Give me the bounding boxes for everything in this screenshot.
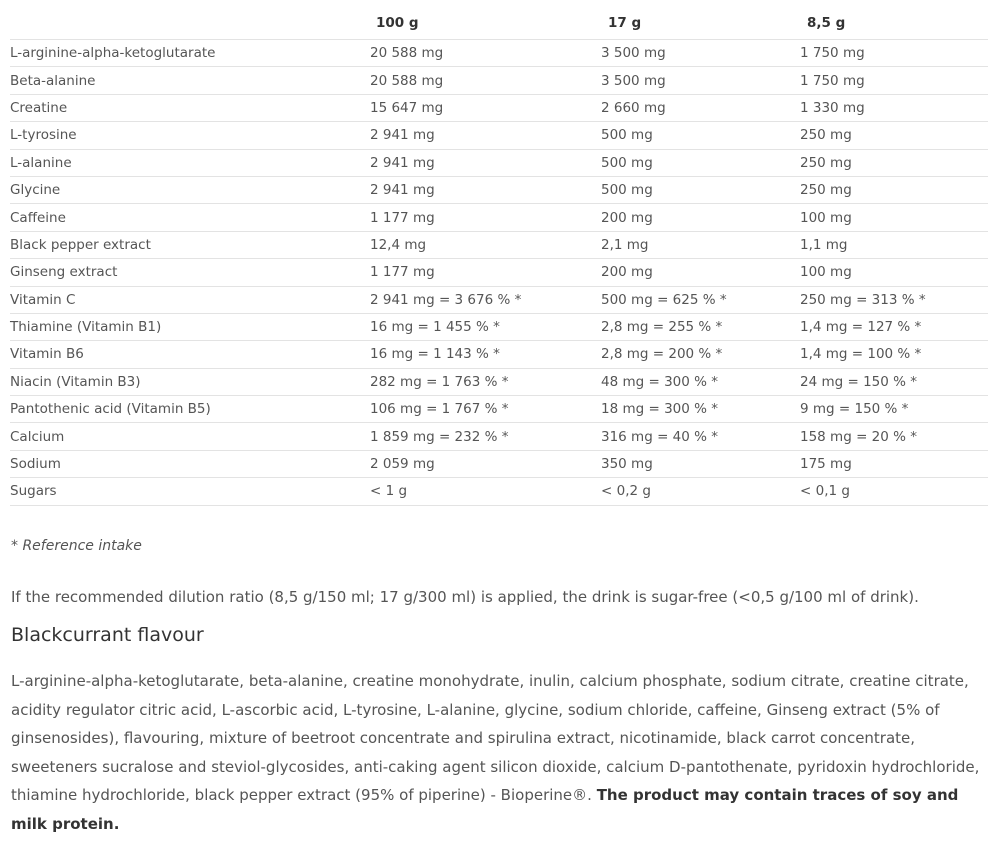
table-row [10, 423, 988, 450]
cell-per-17g: 2 660 mg [601, 94, 800, 121]
table-row [10, 259, 988, 286]
cell-ingredient: Vitamin B6 [10, 341, 370, 368]
nutrition-table [10, 6, 988, 506]
cell-per-17g: 200 mg [601, 204, 800, 231]
cell-per-8-5g: 1,4 mg = 100 % * [800, 341, 988, 368]
cell-per-100g: 1 177 mg [370, 259, 601, 286]
cell-ingredient: Calcium [10, 423, 370, 450]
cell-per-17g: 2,8 mg = 255 % * [601, 313, 800, 340]
table-row [10, 122, 988, 149]
table-row [10, 176, 988, 203]
cell-ingredient: Black pepper extract [10, 231, 370, 258]
table-row [10, 478, 988, 505]
cell-per-17g: 3 500 mg [601, 40, 800, 67]
ingredients-text: L-arginine-alpha-ketoglutarate, beta-alanine, creatine monohydrate, inulin, calcium phosphate, sodium citrate, creatine citrate, acidity regulator citric acid, L-ascorbic acid, L-tyrosine, L-alanine, glycine, sodium chloride, caffeine, Ginseng extract (5% of ginsenosides), flavouring, mixture of beetroot concentrate and spirulina extract, nicotinamide, black carrot concentrate, sweeteners sucralose and steviol-glycosides, anti-caking agent silicon dioxide, calcium D-pantothenate, pyridoxin hydrochloride, thiamine hydrochloride, black pepper extract (95% of piperine) - Bioperine®. [11, 672, 980, 804]
header-17g: 17 g [601, 6, 800, 40]
table-row [10, 313, 988, 340]
cell-per-100g: 20 588 mg [370, 67, 601, 94]
cell-per-8-5g: 1,1 mg [800, 231, 988, 258]
table-row [10, 450, 988, 477]
cell-per-100g: 12,4 mg [370, 231, 601, 258]
cell-per-8-5g: 100 mg [800, 259, 988, 286]
cell-ingredient: L-tyrosine [10, 122, 370, 149]
cell-ingredient: Ginseng extract [10, 259, 370, 286]
cell-ingredient: Creatine [10, 94, 370, 121]
cell-per-8-5g: 250 mg [800, 149, 988, 176]
cell-per-17g: 500 mg = 625 % * [601, 286, 800, 313]
cell-per-17g: 500 mg [601, 149, 800, 176]
cell-ingredient: Sugars [10, 478, 370, 505]
cell-per-17g: < 0,2 g [601, 478, 800, 505]
cell-per-17g: 2,8 mg = 200 % * [601, 341, 800, 368]
cell-per-17g: 316 mg = 40 % * [601, 423, 800, 450]
table-row [10, 396, 988, 423]
header-ingredient [10, 6, 370, 40]
cell-per-17g: 500 mg [601, 122, 800, 149]
flavour-heading: Blackcurrant flavour [11, 624, 204, 646]
header-8-5g: 8,5 g [800, 6, 988, 40]
dilution-text: If the recommended dilution ratio (8,5 g/150 ml; 17 g/300 ml) is applied, the drink is sugar-free (<0,5 g/100 ml of drink). [11, 588, 919, 606]
cell-per-8-5g: 1 750 mg [800, 67, 988, 94]
table-row [10, 149, 988, 176]
cell-per-100g: 20 588 mg [370, 40, 601, 67]
cell-per-100g: 2 941 mg = 3 676 % * [370, 286, 601, 313]
table-row [10, 204, 988, 231]
cell-per-8-5g: 1 750 mg [800, 40, 988, 67]
reference-intake-note: * Reference intake [11, 538, 142, 554]
cell-per-100g: 16 mg = 1 455 % * [370, 313, 601, 340]
cell-per-8-5g: 250 mg [800, 176, 988, 203]
cell-per-17g: 200 mg [601, 259, 800, 286]
cell-per-17g: 2,1 mg [601, 231, 800, 258]
cell-per-8-5g: 250 mg [800, 122, 988, 149]
cell-ingredient: Glycine [10, 176, 370, 203]
cell-per-100g: 16 mg = 1 143 % * [370, 341, 601, 368]
cell-per-100g: < 1 g [370, 478, 601, 505]
table-row [10, 286, 988, 313]
table-row [10, 40, 988, 67]
cell-per-100g: 106 mg = 1 767 % * [370, 396, 601, 423]
cell-per-8-5g: 175 mg [800, 450, 988, 477]
cell-per-8-5g: 24 mg = 150 % * [800, 368, 988, 395]
cell-per-100g: 1 177 mg [370, 204, 601, 231]
cell-per-100g: 282 mg = 1 763 % * [370, 368, 601, 395]
cell-per-17g: 48 mg = 300 % * [601, 368, 800, 395]
cell-per-8-5g: 158 mg = 20 % * [800, 423, 988, 450]
cell-ingredient: Beta-alanine [10, 67, 370, 94]
header-100g: 100 g [370, 6, 601, 40]
cell-ingredient: L-alanine [10, 149, 370, 176]
cell-per-100g: 2 941 mg [370, 176, 601, 203]
cell-per-100g: 2 941 mg [370, 122, 601, 149]
table-row [10, 94, 988, 121]
cell-per-17g: 3 500 mg [601, 67, 800, 94]
cell-per-100g: 2 941 mg [370, 149, 601, 176]
cell-per-100g: 1 859 mg = 232 % * [370, 423, 601, 450]
cell-ingredient: Sodium [10, 450, 370, 477]
cell-ingredient: Caffeine [10, 204, 370, 231]
cell-per-8-5g: 250 mg = 313 % * [800, 286, 988, 313]
cell-ingredient: Thiamine (Vitamin B1) [10, 313, 370, 340]
cell-per-8-5g: 1 330 mg [800, 94, 988, 121]
cell-per-8-5g: 100 mg [800, 204, 988, 231]
ingredients-paragraph [11, 667, 993, 838]
table-header-row [10, 6, 988, 40]
table-body [10, 40, 988, 506]
allergen-warning: The product may contain traces of soy and milk protein. [11, 786, 959, 833]
cell-per-100g: 2 059 mg [370, 450, 601, 477]
table-row [10, 231, 988, 258]
cell-ingredient: Vitamin C [10, 286, 370, 313]
cell-per-8-5g: < 0,1 g [800, 478, 988, 505]
cell-ingredient: L-arginine-alpha-ketoglutarate [10, 40, 370, 67]
table-row [10, 368, 988, 395]
cell-per-8-5g: 9 mg = 150 % * [800, 396, 988, 423]
cell-ingredient: Pantothenic acid (Vitamin B5) [10, 396, 370, 423]
cell-ingredient: Niacin (Vitamin B3) [10, 368, 370, 395]
cell-per-100g: 15 647 mg [370, 94, 601, 121]
table-row [10, 341, 988, 368]
cell-per-17g: 18 mg = 300 % * [601, 396, 800, 423]
cell-per-17g: 500 mg [601, 176, 800, 203]
cell-per-8-5g: 1,4 mg = 127 % * [800, 313, 988, 340]
cell-per-17g: 350 mg [601, 450, 800, 477]
table-row [10, 67, 988, 94]
